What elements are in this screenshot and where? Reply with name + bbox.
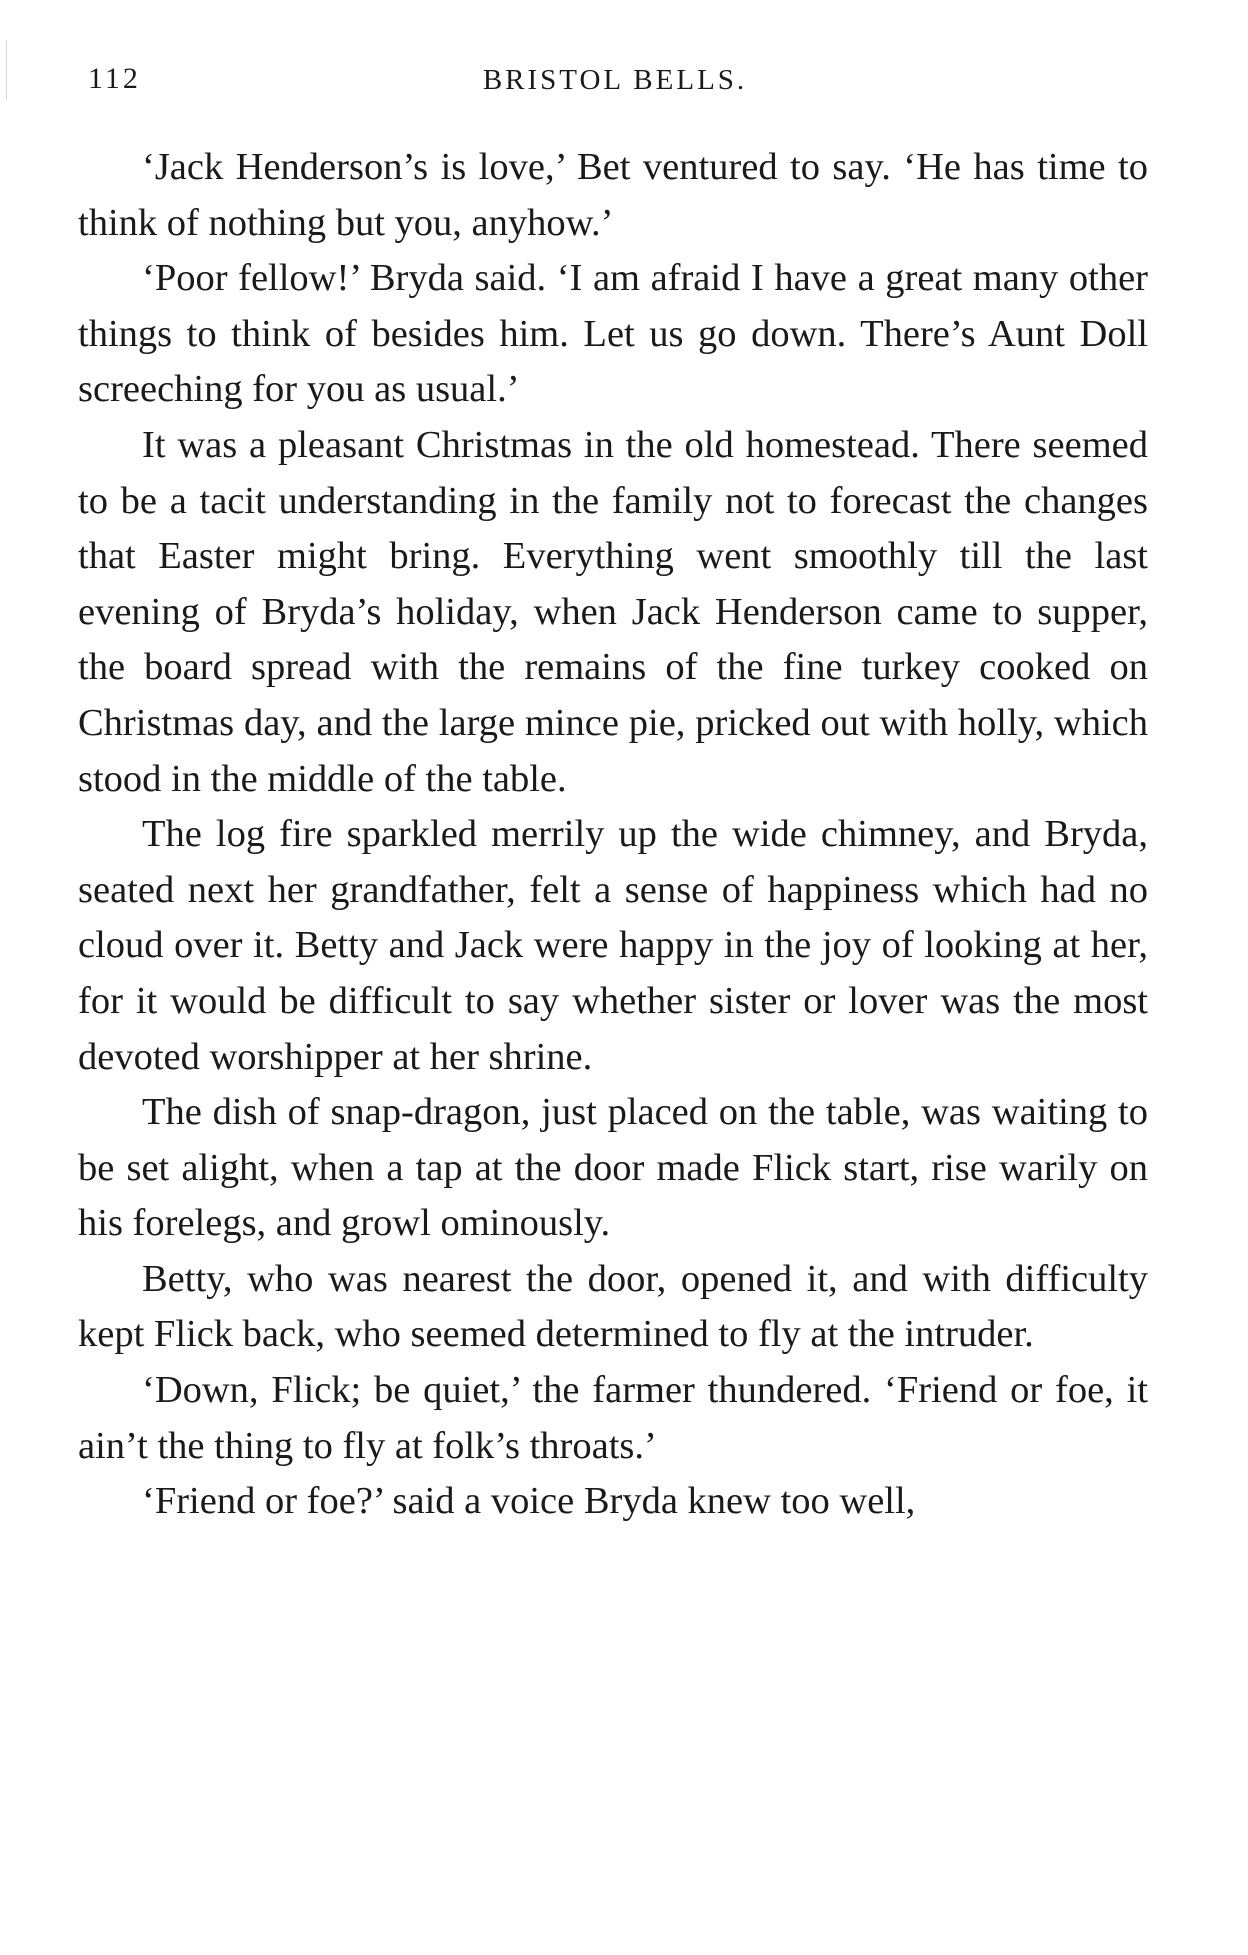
paragraph: ‘Down, Flick; be quiet,’ the farmer thundered. ‘Friend or foe, it ain’t the thing to fly at folk’s throats.’: [78, 1369, 1148, 1467]
paragraph: ‘Poor fellow!’ Bryda said. ‘I am afraid I have a great many other things to think of besides him. Let us go down. There’s Aunt Doll screeching for you as usual.’: [78, 257, 1148, 411]
paragraph: It was a pleasant Christmas in the old homestead. There seemed to be a tacit understanding in the family not to forecast the changes that Easter might bring. Everything went smoothly till the last evening of Bryda’s holiday, when Jack Henderson came to supper, the board spread with the remains of the fine turkey cooked on Christmas day, and the large mince pie, pricked out with holly, which stood in the middle of the table.: [78, 423, 1148, 800]
page-edge-shadow: [6, 40, 7, 100]
running-header: [80, 62, 1150, 102]
body-text: [78, 140, 1148, 1530]
page-number: 112: [88, 62, 141, 95]
paragraph: Betty, who was nearest the door, opened it, and with difficulty kept Flick back, who seemed determined to fly at the intruder.: [78, 1257, 1148, 1356]
running-title: BRISTOL BELLS.: [482, 64, 748, 96]
paragraph: The dish of snap-dragon, just placed on the table, was waiting to be set alight, when a tap at the door made Flick start, rise warily on his forelegs, and growl ominously.: [78, 1091, 1148, 1245]
paragraph: ‘Friend or foe?’ said a voice Bryda knew too well,: [142, 1480, 916, 1523]
paragraph: ‘Jack Henderson’s is love,’ Bet ventured to say. ‘He has time to think of nothing but you, anyhow.’: [78, 146, 1148, 244]
paragraph: The log fire sparkled merrily up the wide chimney, and Bryda, seated next her grandfather, felt a sense of happiness which had no cloud over it. Betty and Jack were happy in the joy of looking at her, for it would be difficult to say whether sister or lover was the most devoted worshipper at her shrine.: [78, 813, 1148, 1078]
